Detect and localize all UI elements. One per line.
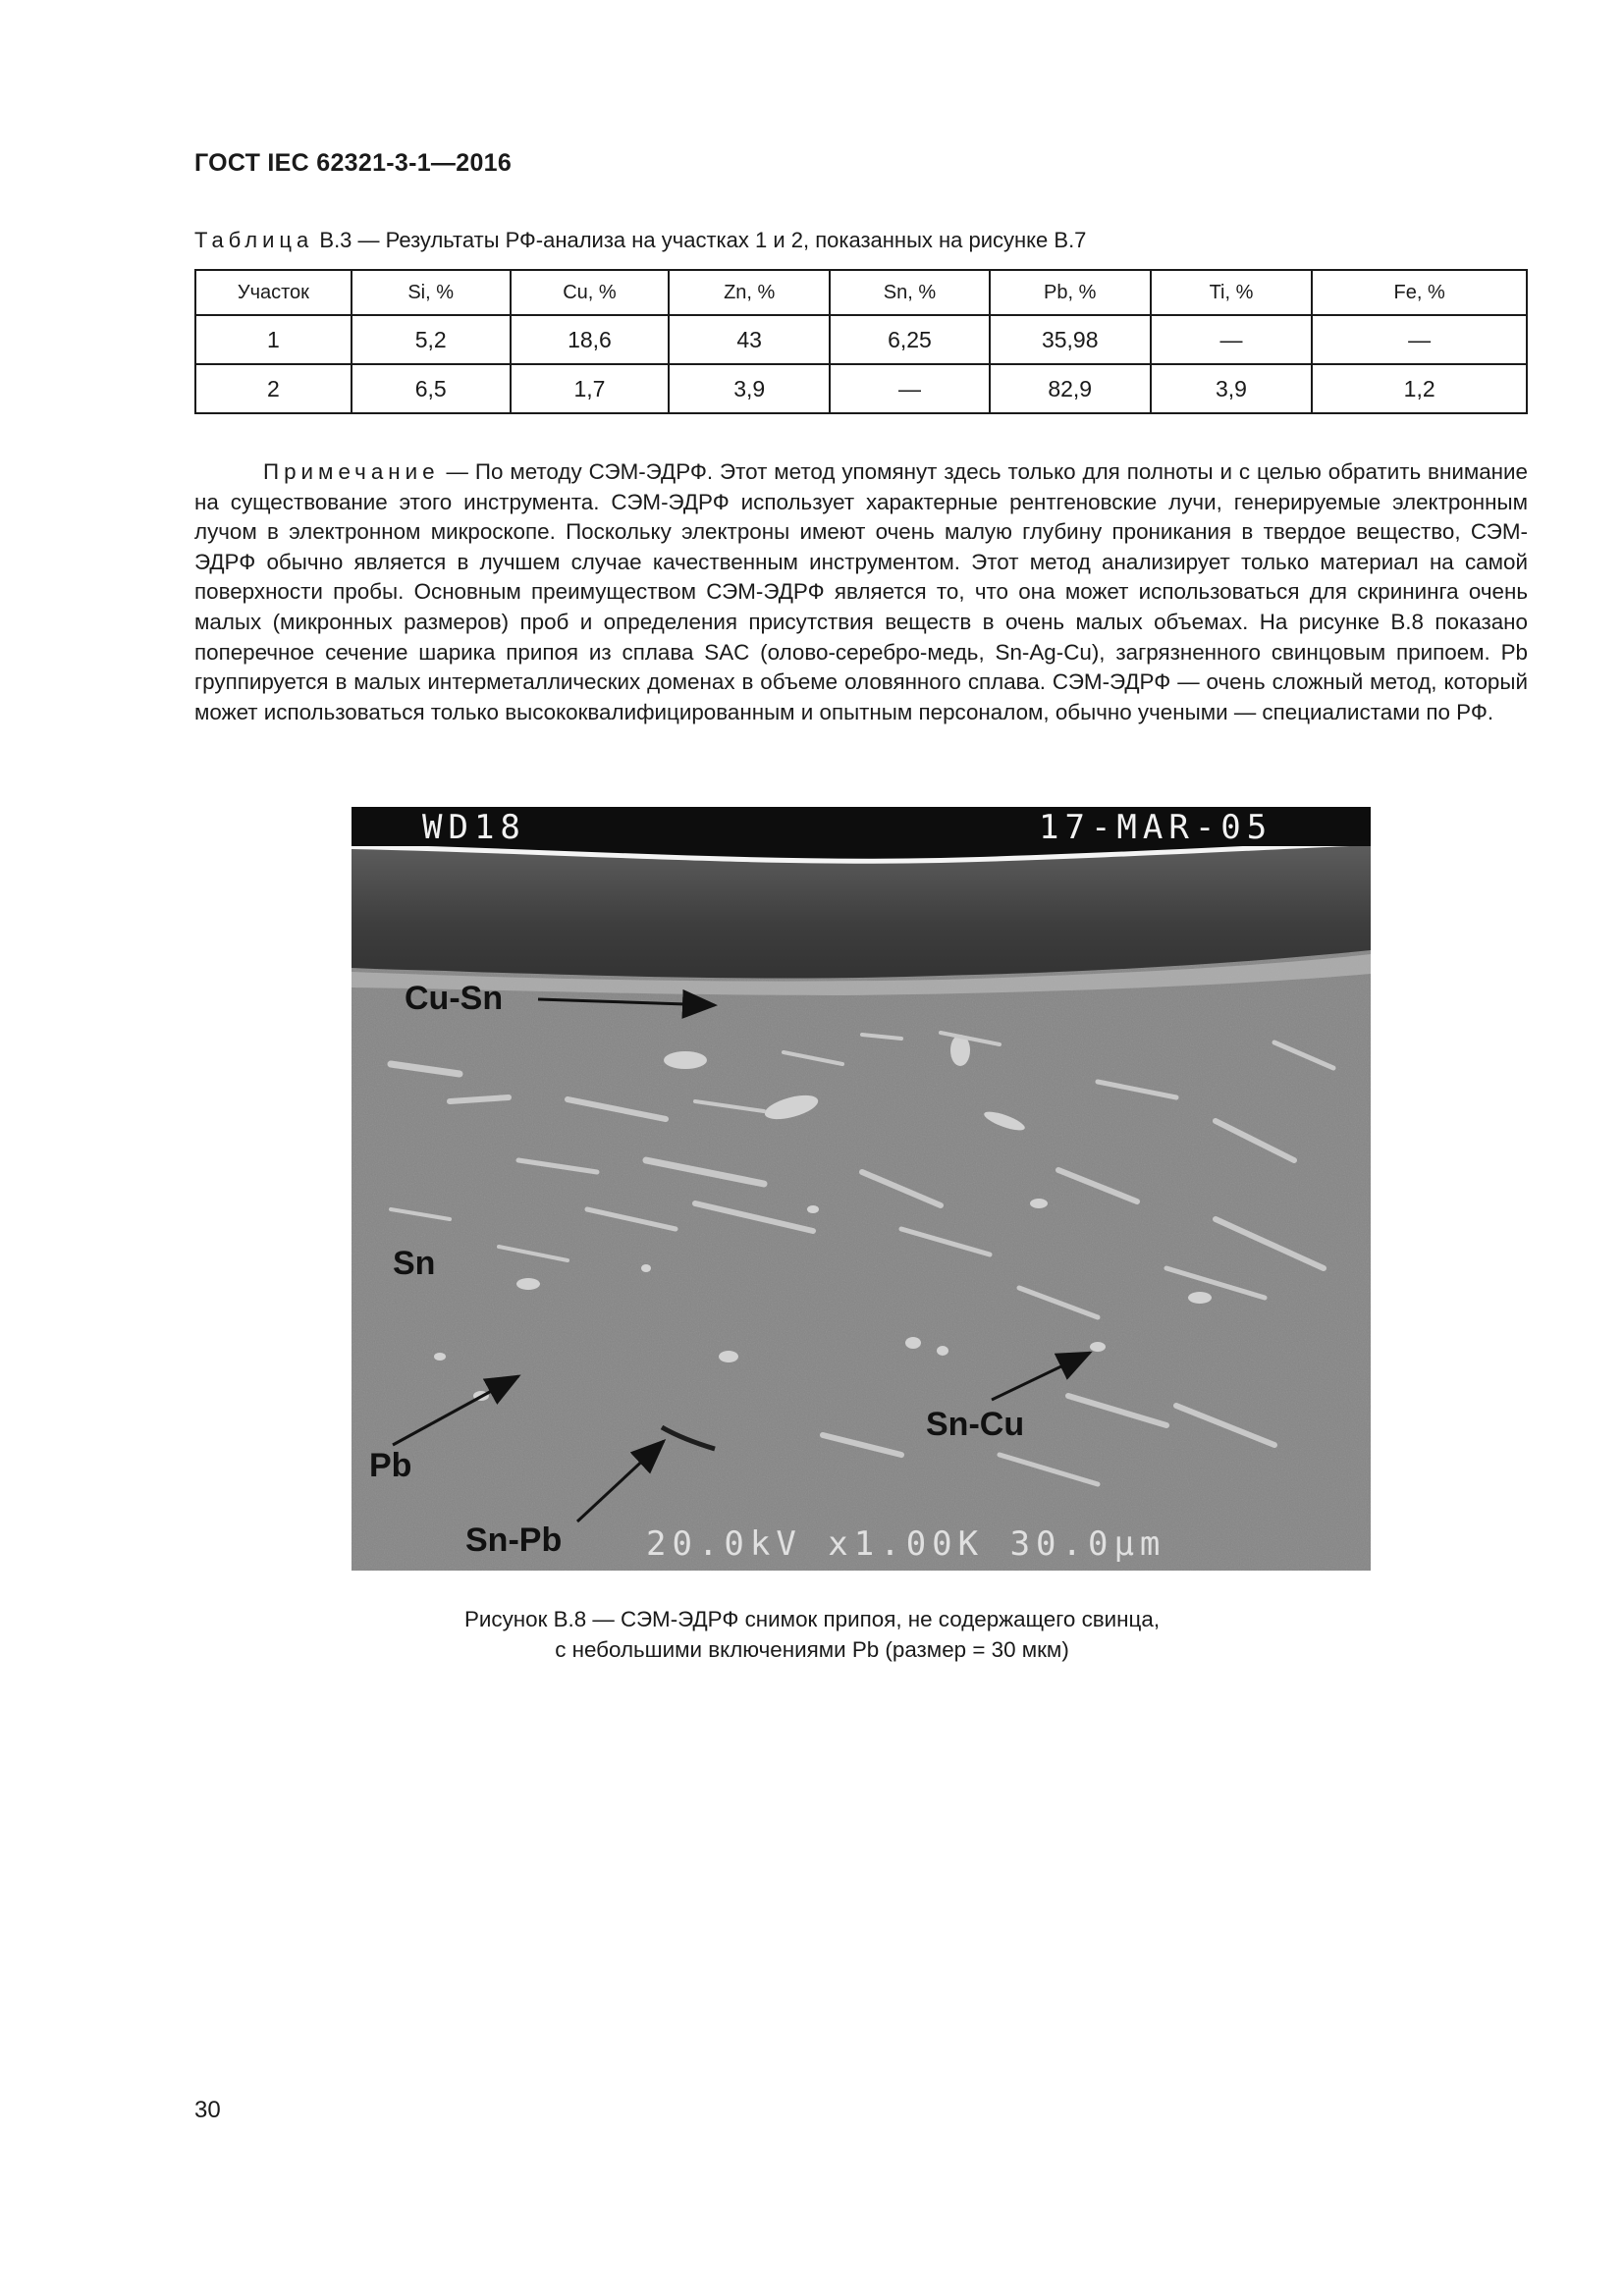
note-text: — По методу СЭМ-ЭДРФ. Этот метод упомянут здесь только для полноты и с целью обратить внимание на существование этого инструмента. СЭМ-ЭДРФ использует характерные рентгеновские лучи, генерируемые электронным лучом в электронном микроскопе. Поскольку электроны имеют очень малую глубину проникания в твердое вещество, СЭМ-ЭДРФ обычно является в лучшем случае качественным инструментом. Этот метод анализирует только материал на самой поверхности пробы. Основным преимуществом СЭМ-ЭДРФ является то, что она может использоваться для скрининга очень малых (микронных размеров) проб и определения присутствия веществ в очень малых объемах. На рисунке B.8 показано поперечное сечение шарика припоя из сплава SAC (олово-серебро-медь, Sn-Ag-Cu), загрязненного свинцовым припоем. Pb группируется в малых интерметаллических доменах в объеме оловянного сплава. СЭМ-ЭДРФ — очень сложный метод, который может использоваться только высококвалифицированным и опытным персоналом, обычно учеными — специалистами по РФ. (194, 459, 1528, 724)
table-cell: — (830, 364, 990, 413)
table-cell: 1 (195, 315, 352, 364)
sem-scale-label: 20.0kV x1.00K 30.0µm (646, 1524, 1166, 1564)
table-caption (194, 228, 1086, 253)
figure-caption-line-1: Рисунок B.8 — СЭМ-ЭДРФ снимок припоя, не содержащего свинца, (463, 1607, 1161, 1631)
label-sn-pb: Sn-Pb (465, 1522, 563, 1559)
document-header: ГОСТ IEC 62321-3-1—2016 (194, 149, 513, 177)
table-cell: 1,2 (1312, 364, 1527, 413)
table-row (195, 364, 1527, 413)
table-cell: 3,9 (1151, 364, 1313, 413)
sem-wd-label: WD18 (422, 808, 526, 847)
table-header-row (195, 270, 1527, 315)
table-cell: 43 (669, 315, 830, 364)
table-cell: 3,9 (669, 364, 830, 413)
sem-micrograph (352, 807, 1371, 1571)
results-table (194, 269, 1528, 414)
note-paragraph (194, 457, 1528, 727)
figure-caption-line-2: с небольшими включениями Pb (размер = 30 мкм) (555, 1637, 1069, 1662)
sem-micrograph-image (352, 807, 1371, 1571)
table-cell: 18,6 (511, 315, 670, 364)
table-row (195, 315, 1527, 364)
label-sn-cu: Sn-Cu (926, 1406, 1025, 1443)
figure-caption (0, 1604, 1624, 1665)
table-cell: 6,5 (352, 364, 511, 413)
page-number: 30 (194, 2097, 221, 2123)
column-header: Pb, % (990, 270, 1151, 315)
column-header: Sn, % (830, 270, 990, 315)
table-cell: 6,25 (830, 315, 990, 364)
table-cell: 35,98 (990, 315, 1151, 364)
table-cell: 5,2 (352, 315, 511, 364)
note-label: Примечание (263, 459, 440, 484)
column-header: Участок (195, 270, 352, 315)
column-header: Fe, % (1312, 270, 1527, 315)
label-cu-sn: Cu-Sn (405, 980, 504, 1017)
sem-date-label: 17-MAR-05 (1039, 808, 1273, 847)
column-header: Ti, % (1151, 270, 1313, 315)
column-header: Zn, % (669, 270, 830, 315)
label-pb: Pb (369, 1447, 412, 1484)
table-cell: — (1151, 315, 1313, 364)
label-sn: Sn (393, 1245, 436, 1282)
table-cell: 82,9 (990, 364, 1151, 413)
table-caption-text: B.3 — Результаты РФ-анализа на участках 1 и 2, показанных на рисунке B.7 (319, 228, 1087, 252)
table-cell: 2 (195, 364, 352, 413)
table-caption-word: Таблица (194, 228, 314, 252)
column-header: Si, % (352, 270, 511, 315)
column-header: Cu, % (511, 270, 670, 315)
table-cell: 1,7 (511, 364, 670, 413)
table-cell: — (1312, 315, 1527, 364)
